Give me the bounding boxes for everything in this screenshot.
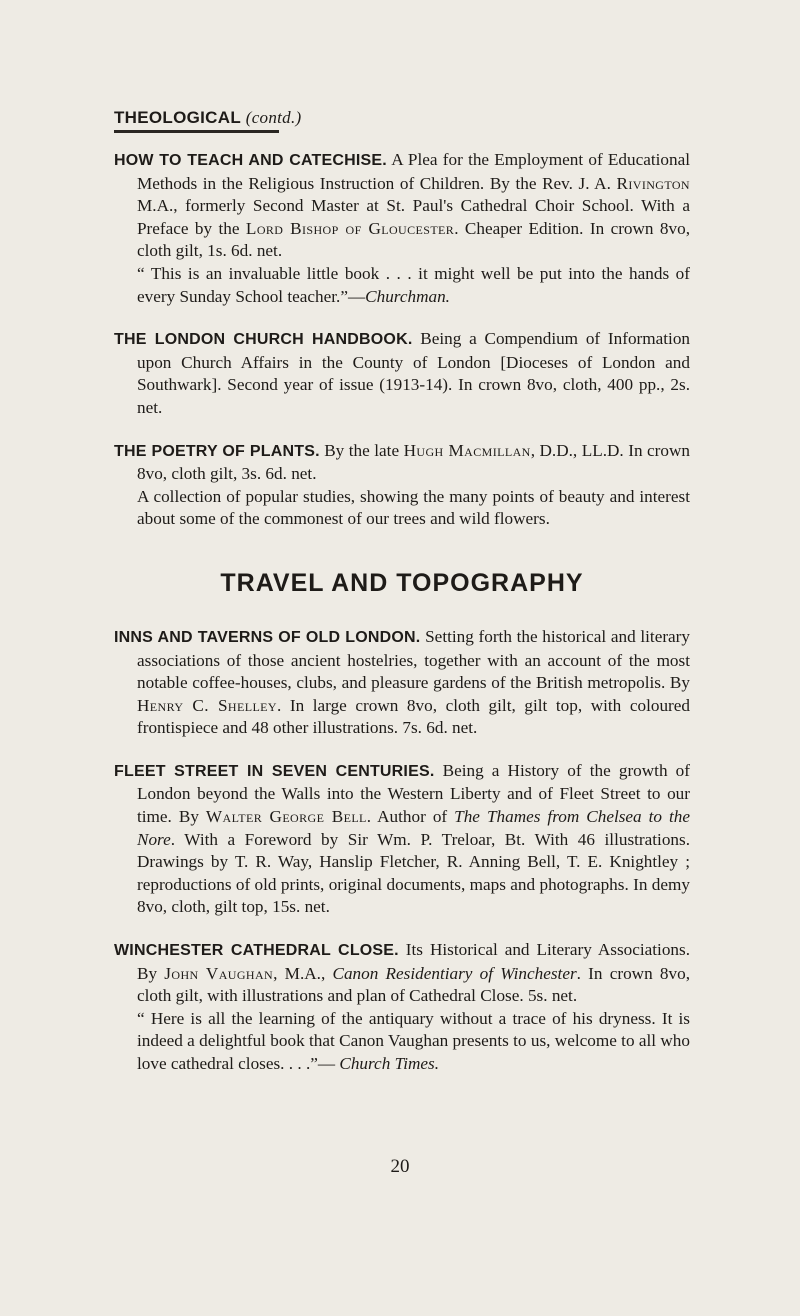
entry-text: . Cheaper Edition. In crown 8vo, cloth gilt, 1s. 6d. net. xyxy=(137,218,690,261)
running-head xyxy=(114,108,302,128)
entry-quote xyxy=(114,1008,690,1076)
entry-fleet-street xyxy=(114,760,690,919)
entry-how-to-teach xyxy=(114,149,690,308)
entry-preface-by: Lord Bishop of Gloucester xyxy=(245,218,455,238)
entry-text: M.A., formerly Second Master at St. Paul's Cathedral Choir School. With a Preface by the xyxy=(137,196,690,238)
entry-title: WINCHESTER CATHEDRAL CLOSE. xyxy=(114,942,399,960)
entry-text: , M.A., xyxy=(273,963,333,983)
quote-source: Churchman. xyxy=(365,286,450,306)
quote-text: “ This is an invaluable little book . . . it might well be put into the hands of every Sunday School teacher.”— xyxy=(137,263,690,306)
page-number: 20 xyxy=(390,1156,410,1177)
entry-text: . Author of xyxy=(366,807,455,827)
running-head-text: THEOLOGICAL xyxy=(114,108,241,127)
running-head-contd: (contd.) xyxy=(245,108,302,127)
entry-text: , D.D., LL.D. In crown 8vo, cloth gilt, 3s. 6d. net. xyxy=(137,440,690,484)
entry-author: Rivington xyxy=(616,173,690,193)
page-content xyxy=(114,149,690,1096)
entry-description: A collection of popular studies, showing the many points of beauty and interest about some of the commonest of our trees and wild flowers. xyxy=(137,486,690,529)
entry-poetry-of-plants xyxy=(114,440,690,531)
entry-body xyxy=(114,760,690,919)
entry-winchester-cathedral-close xyxy=(114,939,690,1076)
quote-text: “ Here is all the learning of the antiquary without a trace of his dryness. It is indeed a delightful book that Canon Vaughan presents to us, welcome to all who love cathedral closes. . . .”— xyxy=(137,1008,690,1073)
entry-text: A Plea for the Employment of Educational Methods in the Religious Instruction of Children. By the Rev. J. A. xyxy=(137,150,690,193)
entry-body xyxy=(114,328,690,419)
entry-inns-and-taverns xyxy=(114,626,690,740)
entry-author: Walter George Bell xyxy=(205,807,367,827)
entry-london-church-handbook xyxy=(114,328,690,419)
entry-text: Its Historical and Literary Associations. By xyxy=(137,940,690,983)
entry-title: THE LONDON CHURCH HANDBOOK. xyxy=(114,331,413,349)
header-rule xyxy=(114,130,279,133)
entry-text: . In large crown 8vo, cloth gilt, gilt top, with coloured frontispiece and 48 other illustrations. 7s. 6d. net. xyxy=(137,695,690,738)
quote-source: Church Times. xyxy=(339,1054,439,1073)
entry-work-title: The Thames from Chelsea to the Nore xyxy=(137,807,691,849)
entry-title: FLEET STREET IN SEVEN CENTURIES. xyxy=(114,762,435,780)
entry-text: . In crown 8vo, cloth gilt, with illustrations and plan of Cathedral Close. 5s. net. xyxy=(137,963,690,1006)
entry-body xyxy=(114,939,690,1008)
entry-author: John Vaughan xyxy=(164,963,274,983)
entry-text: By the late xyxy=(319,440,404,460)
entry-body xyxy=(114,440,690,486)
entry-title: HOW TO TEACH AND CATECHISE. xyxy=(114,152,387,169)
entry-author: Henry C. Shelley xyxy=(137,695,277,715)
entry-text: . With a Foreword by Sir Wm. P. Treloar, Bt. With 46 illustrations. Drawings by T. R. Way, Hanslip Fletcher, R. Anning Bell, T. E. Knightley ; reproductions of old prints, original documents, maps and photographs. In demy 8vo, cloth, gilt top, 15s. net. xyxy=(137,829,690,917)
entry-title: INNS AND TAVERNS OF OLD LONDON. xyxy=(114,628,421,646)
entry-title: THE POETRY OF PLANTS. xyxy=(114,442,320,460)
entry-author: Hugh Macmillan xyxy=(403,440,531,460)
section-heading: TRAVEL AND TOPOGRAPHY xyxy=(220,568,584,597)
entry-text: Setting forth the historical and literary associations of those ancient hostelries, together with an account of the most notable coffee-houses, clubs, and pleasure gardens of the British metropolis. By xyxy=(137,626,690,693)
entry-text: Being a Compendium of Information upon Church Affairs in the County of London [Dioceses of London and Southwark]. Second year of issue (1913-14). In crown 8vo, cloth, 400 pp., 2s. net. xyxy=(137,329,691,417)
entry-body xyxy=(114,149,690,263)
entry-text: Being a History of the growth of London beyond the Walls into the Western Liberty and of Fleet Street to our time. By xyxy=(137,760,690,827)
entry-author-role: Canon Residentiary of Winchester xyxy=(332,963,577,983)
entry-body xyxy=(114,626,690,740)
entry-quote xyxy=(114,263,690,308)
